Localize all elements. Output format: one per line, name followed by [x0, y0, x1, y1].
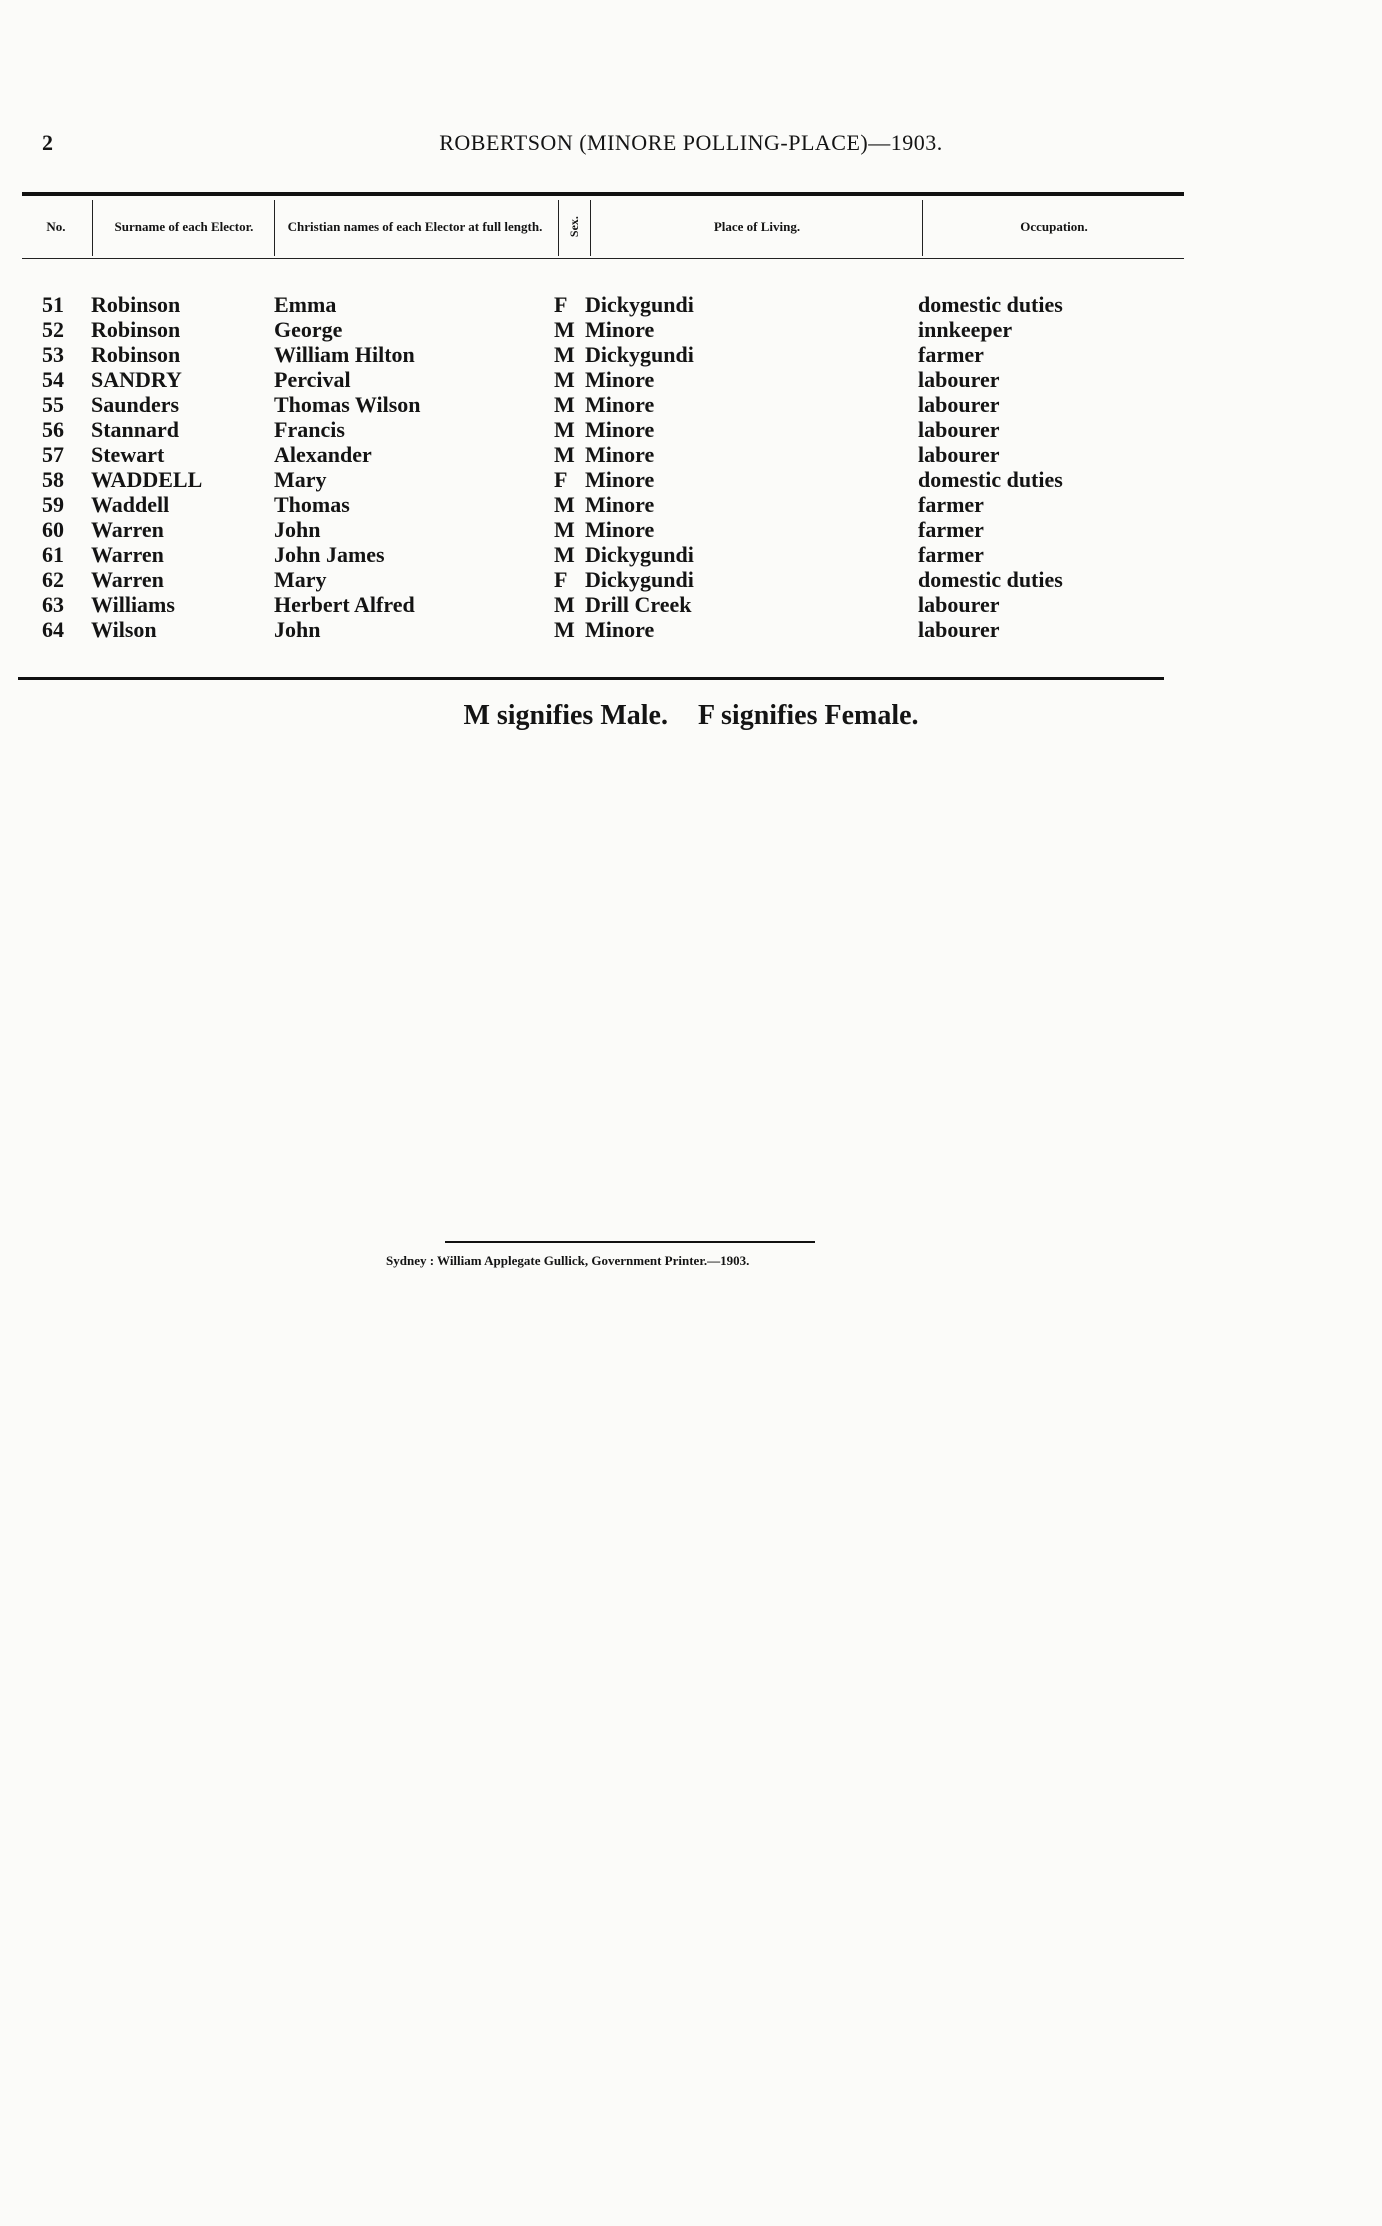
elector-sex: M	[554, 617, 575, 642]
sex-legend	[0, 700, 1382, 732]
elector-occupation: labourer	[918, 442, 1000, 467]
elector-occupation: innkeeper	[918, 317, 1013, 342]
elector-place-of-living: Minore	[585, 317, 655, 342]
elector-place-of-living: Drill Creek	[585, 592, 692, 617]
elector-sex: M	[554, 367, 575, 392]
elector-sex: M	[554, 542, 575, 567]
elector-number: 60	[42, 517, 64, 542]
elector-occupation: farmer	[918, 542, 984, 567]
elector-place-of-living: Minore	[585, 367, 655, 392]
elector-place-of-living: Minore	[585, 467, 655, 492]
elector-occupation: farmer	[918, 517, 984, 542]
table-top-rule	[22, 192, 1184, 196]
elector-surname: SANDRY	[91, 367, 182, 392]
page-title: ROBERTSON (MINORE POLLING-PLACE)—1903.	[439, 130, 943, 155]
elector-christian-names: John	[274, 517, 321, 542]
elector-number: 62	[42, 567, 64, 592]
elector-surname: Warren	[91, 567, 164, 592]
elector-christian-names: Mary	[274, 467, 327, 492]
elector-sex: M	[554, 517, 575, 542]
elector-christian-names: Francis	[274, 417, 345, 442]
table-row	[0, 442, 1382, 467]
elector-place-of-living: Minore	[585, 442, 655, 467]
elector-place-of-living: Dickygundi	[585, 567, 694, 592]
elector-christian-names: Herbert Alfred	[274, 592, 415, 617]
elector-occupation: labourer	[918, 592, 1000, 617]
elector-christian-names: John	[274, 617, 321, 642]
elector-surname: Warren	[91, 542, 164, 567]
elector-christian-names: Emma	[274, 292, 337, 317]
elector-occupation: labourer	[918, 367, 1000, 392]
column-separator	[558, 200, 559, 256]
elector-occupation: domestic duties	[918, 567, 1063, 592]
elector-sex: F	[554, 292, 568, 317]
elector-christian-names: William Hilton	[274, 342, 415, 367]
table-row	[0, 417, 1382, 442]
elector-place-of-living: Minore	[585, 617, 655, 642]
elector-number: 59	[42, 492, 64, 517]
elector-place-of-living: Minore	[585, 517, 655, 542]
column-header-surname: Surname of each Elector.	[114, 218, 254, 234]
legend-male: M signifies Male.	[463, 700, 668, 731]
column-header-sex	[560, 198, 588, 256]
imprint-rule	[445, 1241, 815, 1243]
elector-number: 51	[42, 292, 64, 317]
table-header-rule	[22, 258, 1184, 259]
table-bottom-rule	[18, 677, 1164, 680]
elector-christian-names: Percival	[274, 367, 351, 392]
elector-number: 61	[42, 542, 64, 567]
elector-number: 55	[42, 392, 64, 417]
column-separator	[92, 200, 93, 256]
column-separator	[590, 200, 591, 256]
elector-place-of-living: Minore	[585, 417, 655, 442]
elector-number: 54	[42, 367, 64, 392]
elector-occupation: labourer	[918, 617, 1000, 642]
elector-surname: Waddell	[91, 492, 170, 517]
elector-surname: Williams	[91, 592, 175, 617]
elector-sex: M	[554, 592, 575, 617]
elector-number: 53	[42, 342, 64, 367]
elector-surname: Robinson	[91, 342, 181, 367]
elector-number: 56	[42, 417, 64, 442]
table-row	[0, 592, 1382, 617]
column-header-occupation: Occupation.	[1020, 218, 1088, 234]
elector-number: 57	[42, 442, 64, 467]
elector-surname: Robinson	[91, 317, 181, 342]
elector-surname: Wilson	[91, 617, 157, 642]
table-row	[0, 467, 1382, 492]
table-row	[0, 292, 1382, 317]
elector-sex: M	[554, 442, 575, 467]
table-row	[0, 342, 1382, 367]
table-row	[0, 617, 1382, 642]
elector-number: 58	[42, 467, 64, 492]
column-separator	[274, 200, 275, 256]
elector-occupation: farmer	[918, 492, 984, 517]
elector-place-of-living: Minore	[585, 492, 655, 517]
column-header-sex-label: Sex.	[566, 216, 581, 238]
elector-sex: M	[554, 392, 575, 417]
table-row	[0, 492, 1382, 517]
elector-occupation: domestic duties	[918, 292, 1063, 317]
table-row	[0, 517, 1382, 542]
elector-christian-names: Thomas	[274, 492, 350, 517]
column-header-no: No.	[46, 218, 66, 234]
table-row	[0, 367, 1382, 392]
elector-sex: F	[554, 567, 568, 592]
elector-sex: F	[554, 467, 568, 492]
elector-list	[0, 292, 1382, 642]
column-separator	[922, 200, 923, 256]
elector-sex: M	[554, 317, 575, 342]
elector-christian-names: George	[274, 317, 343, 342]
elector-place-of-living: Dickygundi	[585, 292, 694, 317]
elector-sex: M	[554, 342, 575, 367]
elector-number: 64	[42, 617, 64, 642]
column-header-place: Place of Living.	[713, 218, 801, 234]
elector-sex: M	[554, 417, 575, 442]
elector-surname: Stannard	[91, 417, 180, 442]
table-row	[0, 317, 1382, 342]
printer-imprint: Sydney : William Applegate Gullick, Government Printer.—1903.	[386, 1253, 750, 1268]
elector-occupation: domestic duties	[918, 467, 1063, 492]
elector-occupation: labourer	[918, 417, 1000, 442]
elector-place-of-living: Minore	[585, 392, 655, 417]
column-header-christian-names: Christian names of each Elector at full length.	[287, 218, 543, 234]
table-row	[0, 542, 1382, 567]
elector-christian-names: Thomas Wilson	[274, 392, 421, 417]
elector-sex: M	[554, 492, 575, 517]
elector-number: 63	[42, 592, 64, 617]
legend-female: F signifies Female.	[697, 700, 919, 731]
elector-surname: Stewart	[91, 442, 165, 467]
elector-surname: Warren	[91, 517, 164, 542]
elector-christian-names: John James	[274, 542, 385, 567]
table-row	[0, 567, 1382, 592]
elector-number: 52	[42, 317, 64, 342]
elector-occupation: labourer	[918, 392, 1000, 417]
elector-surname: WADDELL	[91, 467, 203, 492]
elector-place-of-living: Dickygundi	[585, 542, 694, 567]
elector-christian-names: Alexander	[274, 442, 372, 467]
table-row	[0, 392, 1382, 417]
elector-place-of-living: Dickygundi	[585, 342, 694, 367]
elector-surname: Saunders	[91, 392, 180, 417]
page-number: 2	[42, 130, 53, 155]
elector-occupation: farmer	[918, 342, 984, 367]
elector-surname: Robinson	[91, 292, 181, 317]
elector-christian-names: Mary	[274, 567, 327, 592]
